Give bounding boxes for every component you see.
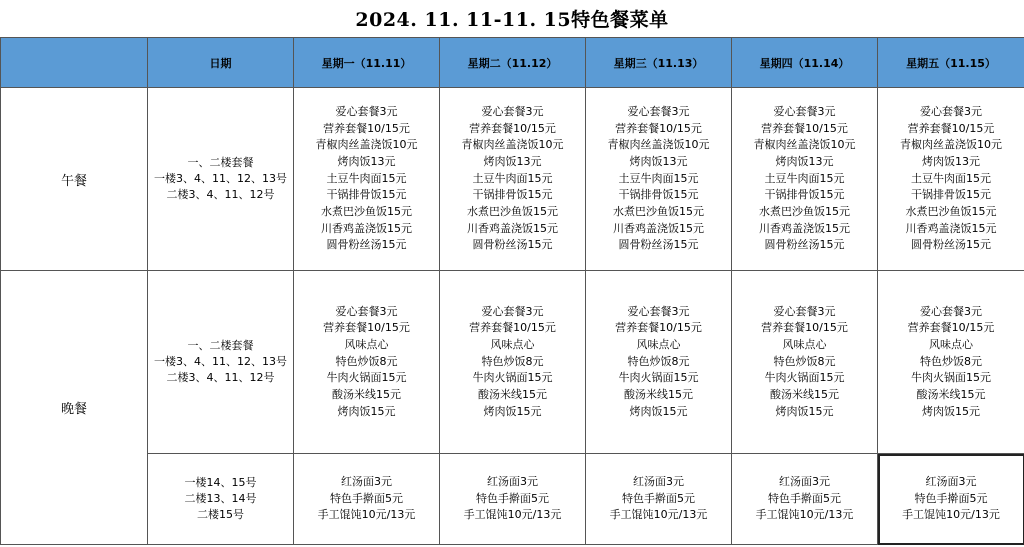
day-header-tue: 星期二（11.12） — [440, 38, 586, 88]
menu-item: 酸汤米线15元 — [770, 388, 839, 402]
dinner-noodle-wed — [586, 454, 732, 545]
menu-item: 风味点心 — [344, 337, 389, 351]
menu-item: 爱心套餐3元 — [627, 104, 690, 118]
menu-item: 红汤面3元 — [925, 474, 977, 488]
menu-item: 川香鸡盖浇饭15元 — [321, 221, 412, 235]
menu-item: 青椒肉丝盖浇饭10元 — [315, 138, 418, 152]
menu-item: 营养套餐10/15元 — [469, 321, 556, 335]
menu-item: 牛肉火锅面15元 — [911, 371, 991, 385]
menu-item: 手工馄饨10元/13元 — [609, 508, 708, 522]
menu-table — [0, 37, 1024, 545]
menu-item: 二楼3、4、11、12号 — [166, 371, 275, 384]
menu-item: 风味点心 — [782, 337, 827, 351]
menu-item: 特色手擀面5元 — [330, 491, 403, 505]
menu-item: 烤肉饭13元 — [922, 154, 980, 168]
day-header-fri: 星期五（11.15） — [878, 38, 1024, 88]
menu-item: 川香鸡盖浇饭15元 — [759, 221, 850, 235]
menu-item: 营养套餐10/15元 — [907, 121, 995, 135]
menu-item: 酸汤米线15元 — [916, 388, 986, 402]
menu-item: 特色手擀面5元 — [622, 491, 695, 505]
menu-item: 青椒肉丝盖浇饭10元 — [753, 138, 856, 152]
menu-item: 特色炒饭8元 — [920, 354, 982, 368]
day-header-thu: 星期四（11.14） — [732, 38, 878, 88]
menu-item: 水煮巴沙鱼饭15元 — [613, 205, 704, 219]
date-header: 日期 — [148, 38, 294, 88]
menu-item: 烤肉饭15元 — [483, 404, 542, 418]
menu-item: 酸汤米线15元 — [624, 388, 693, 402]
page-title: 2024. 11. 11-11. 15特色餐菜单 — [355, 9, 669, 31]
menu-item: 圆骨粉丝汤15元 — [618, 238, 699, 252]
menu-item: 川香鸡盖浇饭15元 — [467, 221, 558, 235]
menu-item: 烤肉饭13元 — [337, 154, 396, 168]
menu-item: 营养套餐10/15元 — [761, 121, 848, 135]
menu-item: 特色炒饭8元 — [481, 354, 544, 368]
menu-item: 牛肉火锅面15元 — [326, 371, 407, 385]
menu-item: 营养套餐10/15元 — [323, 121, 410, 135]
menu-item: 土豆牛肉面15元 — [326, 171, 407, 185]
menu-item: 爱心套餐3元 — [481, 104, 544, 118]
menu-item: 二楼13、14号 — [184, 492, 257, 505]
menu-item: 土豆牛肉面15元 — [472, 171, 553, 185]
dinner-noodle-tue — [440, 454, 586, 545]
menu-item: 川香鸡盖浇饭15元 — [613, 221, 704, 235]
menu-item: 圆骨粉丝汤15元 — [472, 238, 553, 252]
menu-item: 干锅排骨饭15元 — [472, 188, 553, 202]
menu-item: 特色手擀面5元 — [768, 491, 841, 505]
day-header-mon: 星期一（11.11） — [294, 38, 440, 88]
menu-item: 土豆牛肉面15元 — [764, 171, 845, 185]
menu-item: 烤肉饭13元 — [483, 154, 542, 168]
menu-item: 土豆牛肉面15元 — [618, 171, 699, 185]
menu-item: 牛肉火锅面15元 — [472, 371, 553, 385]
menu-item: 营养套餐10/15元 — [615, 321, 702, 335]
menu-item: 爱心套餐3元 — [335, 104, 398, 118]
menu-item: 手工馄饨10元/13元 — [902, 508, 1000, 522]
menu-item: 特色手擀面5元 — [476, 491, 549, 505]
header-row — [1, 38, 1024, 88]
menu-item: 特色炒饭8元 — [335, 354, 398, 368]
dinner-label: 晚餐 — [1, 271, 148, 545]
menu-item: 一楼3、4、11、12、13号 — [154, 172, 287, 185]
dinner-noodle-row — [1, 454, 1024, 545]
menu-item: 一楼3、4、11、12、13号 — [154, 355, 287, 368]
menu-item: 手工馄饨10元/13元 — [755, 508, 854, 522]
dinner-wed — [586, 271, 732, 454]
menu-item: 烤肉饭15元 — [629, 404, 688, 418]
dinner-noodle-fri — [878, 454, 1024, 545]
menu-item: 烤肉饭15元 — [922, 404, 980, 418]
menu-item: 水煮巴沙鱼饭15元 — [905, 205, 997, 219]
dinner-thu — [732, 271, 878, 454]
menu-item: 酸汤米线15元 — [478, 388, 547, 402]
dinner-noodle-mon — [294, 454, 440, 545]
menu-item: 牛肉火锅面15元 — [764, 371, 845, 385]
menu-item: 干锅排骨饭15元 — [911, 188, 991, 202]
menu-item: 爱心套餐3元 — [481, 304, 544, 318]
menu-item: 二楼3、4、11、12号 — [166, 188, 275, 201]
menu-item: 爱心套餐3元 — [920, 104, 982, 118]
menu-item: 青椒肉丝盖浇饭10元 — [607, 138, 710, 152]
menu-item: 红汤面3元 — [487, 474, 538, 488]
menu-item: 营养套餐10/15元 — [907, 321, 995, 335]
menu-item: 烤肉饭15元 — [775, 404, 834, 418]
menu-item: 风味点心 — [490, 337, 535, 351]
menu-item: 圆骨粉丝汤15元 — [764, 238, 845, 252]
menu-item: 营养套餐10/15元 — [469, 121, 556, 135]
dinner-location — [148, 271, 294, 454]
menu-item: 烤肉饭13元 — [775, 154, 834, 168]
menu-item: 风味点心 — [636, 337, 681, 351]
lunch-mon — [294, 88, 440, 271]
menu-item: 营养套餐10/15元 — [323, 321, 410, 335]
menu-item: 手工馄饨10元/13元 — [317, 508, 416, 522]
menu-item: 红汤面3元 — [779, 474, 830, 488]
dinner-noodle-location — [148, 454, 294, 545]
day-header-wed: 星期三（11.13） — [586, 38, 732, 88]
menu-item: 干锅排骨饭15元 — [764, 188, 845, 202]
lunch-thu — [732, 88, 878, 271]
menu-item: 水煮巴沙鱼饭15元 — [321, 205, 412, 219]
menu-item: 酸汤米线15元 — [332, 388, 401, 402]
menu-item: 川香鸡盖浇饭15元 — [905, 221, 997, 235]
menu-item: 红汤面3元 — [633, 474, 684, 488]
menu-item: 牛肉火锅面15元 — [618, 371, 699, 385]
menu-item: 营养套餐10/15元 — [615, 121, 702, 135]
menu-item: 爱心套餐3元 — [773, 304, 836, 318]
menu-item: 青椒肉丝盖浇饭10元 — [461, 138, 564, 152]
menu-item: 青椒肉丝盖浇饭10元 — [900, 138, 1002, 152]
menu-item: 水煮巴沙鱼饭15元 — [467, 205, 558, 219]
menu-item: 圆骨粉丝汤15元 — [911, 238, 991, 252]
dinner-row — [1, 271, 1024, 454]
menu-item: 一楼14、15号 — [184, 476, 257, 489]
menu-item: 二楼15号 — [197, 508, 244, 521]
dinner-mon — [294, 271, 440, 454]
lunch-row — [1, 88, 1024, 271]
menu-item: 营养套餐10/15元 — [761, 321, 848, 335]
menu-item: 一、二楼套餐 — [187, 156, 254, 169]
menu-item: 干锅排骨饭15元 — [326, 188, 407, 202]
lunch-location — [148, 88, 294, 271]
menu-item: 特色炒饭8元 — [627, 354, 690, 368]
lunch-wed — [586, 88, 732, 271]
menu-item: 干锅排骨饭15元 — [618, 188, 699, 202]
lunch-tue — [440, 88, 586, 271]
menu-item: 烤肉饭15元 — [337, 404, 396, 418]
lunch-fri — [878, 88, 1024, 271]
menu-item: 手工馄饨10元/13元 — [463, 508, 562, 522]
dinner-fri — [878, 271, 1024, 454]
menu-item: 爱心套餐3元 — [920, 304, 982, 318]
menu-item: 风味点心 — [929, 337, 973, 351]
menu-item: 特色炒饭8元 — [773, 354, 836, 368]
menu-item: 水煮巴沙鱼饭15元 — [759, 205, 850, 219]
menu-item: 土豆牛肉面15元 — [911, 171, 991, 185]
menu-item: 烤肉饭13元 — [629, 154, 688, 168]
menu-item: 圆骨粉丝汤15元 — [326, 238, 407, 252]
dinner-tue — [440, 271, 586, 454]
menu-item: 红汤面3元 — [341, 474, 392, 488]
menu-item: 爱心套餐3元 — [335, 304, 398, 318]
lunch-label: 午餐 — [1, 88, 148, 271]
dinner-noodle-thu — [732, 454, 878, 545]
menu-item: 一、二楼套餐 — [187, 339, 254, 352]
corner-cell — [1, 38, 148, 88]
menu-item: 爱心套餐3元 — [773, 104, 836, 118]
menu-item: 特色手擀面5元 — [914, 491, 988, 505]
menu-item: 爱心套餐3元 — [627, 304, 690, 318]
